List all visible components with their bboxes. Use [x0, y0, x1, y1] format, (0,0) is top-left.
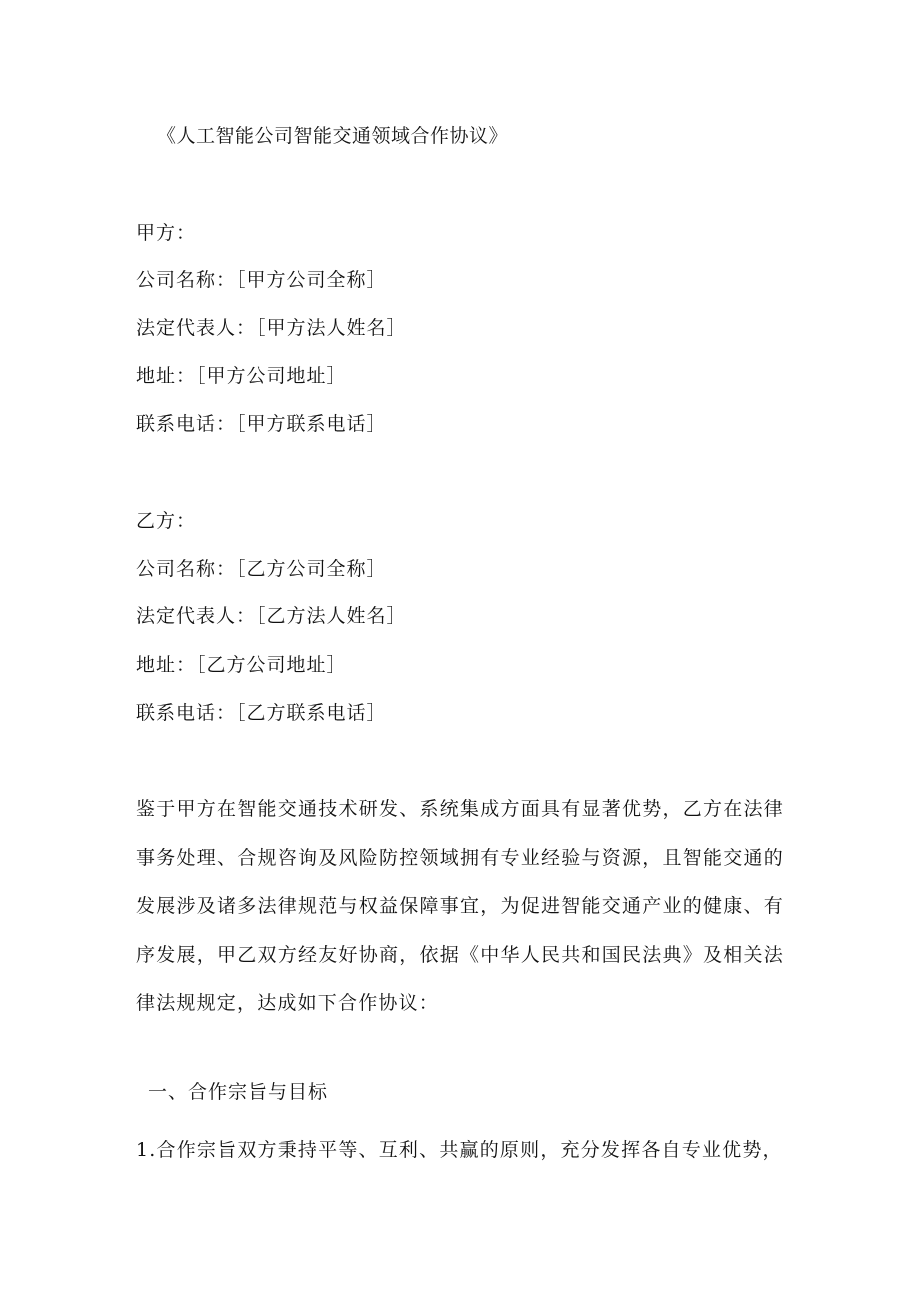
- party-a-address: 地址：［甲方公司地址］: [136, 365, 347, 387]
- party-a-company-name: 公司名称：［甲方公司全称］: [136, 269, 387, 291]
- party-a-legal-representative: 法定代表人：［甲方法人姓名］: [136, 317, 407, 339]
- section-1-heading: 一、合作宗旨与目标: [148, 1081, 329, 1103]
- party-b-address: 地址：［乙方公司地址］: [136, 654, 347, 676]
- party-a-phone: 联系电话：［甲方联系电话］: [136, 413, 387, 435]
- clause-1-1: 1.合作宗旨双方秉持平等、互利、共赢的原则，充分发挥各自专业优势，: [136, 1139, 783, 1161]
- party-b-heading: 乙方：: [136, 510, 197, 532]
- party-b-company-name: 公司名称：［乙方公司全称］: [136, 558, 387, 580]
- document-title: 《人工智能公司智能交通领域合作协议》: [157, 125, 509, 147]
- party-b-legal-representative: 法定代表人：［乙方法人姓名］: [136, 605, 407, 627]
- party-b-phone: 联系电话：［乙方联系电话］: [136, 702, 387, 724]
- preamble-paragraph: 鉴于甲方在智能交通技术研发、系统集成方面具有显著优势，乙方在法律事务处理、合规咨询及风险防控领域拥有专业经验与资源，且智能交通的发展涉及诸多法律规范与权益保障事宜，为促进智能交通产业的健康、有序发展，甲乙双方经友好协商，依据《中华人民共和国民法典》及相关法律法规规定，达成如下合作协议：: [136, 798, 784, 1014]
- party-a-heading: 甲方：: [136, 222, 197, 244]
